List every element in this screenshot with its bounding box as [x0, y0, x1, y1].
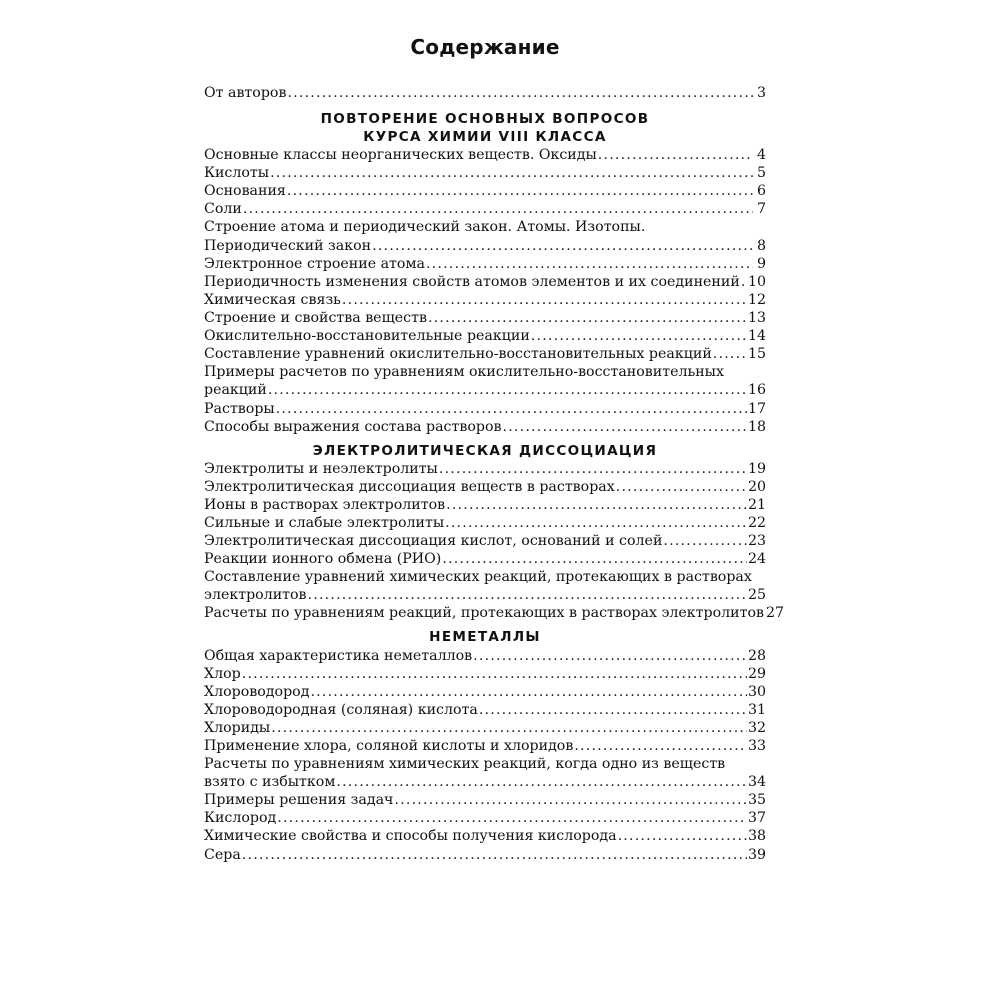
- toc-entry[interactable]: [204, 791, 766, 809]
- dot-leader: [445, 514, 747, 532]
- dot-leader: [342, 291, 747, 309]
- dot-leader: [428, 309, 747, 327]
- toc-entry[interactable]: [204, 532, 766, 550]
- toc-entry[interactable]: [204, 719, 766, 737]
- toc-page-number: 34: [747, 774, 766, 791]
- toc-entry[interactable]: [204, 84, 766, 102]
- dot-leader: [243, 200, 753, 218]
- toc-page-number: 14: [747, 328, 766, 345]
- dot-leader: [446, 496, 747, 514]
- section-heading: ПОВТОРЕНИЕ ОСНОВНЫХ ВОПРОСОВ: [320, 111, 650, 128]
- dot-leader: [287, 84, 753, 102]
- toc-entry-title: Растворы: [204, 400, 275, 417]
- toc-page-number: 24: [747, 551, 766, 568]
- toc-entry-line-1: Расчеты по уравнениям химических реакций, когда одно из веществ: [204, 756, 726, 772]
- toc-page-number: 13: [747, 310, 766, 327]
- toc-entry-title: От авторов: [204, 85, 287, 102]
- toc-page-number: 5: [756, 165, 766, 182]
- page-title: Содержание: [410, 35, 560, 59]
- toc-page-number: 33: [747, 738, 766, 754]
- toc-entry-title: Периодичность изменения свойств атомов элементов и их соединений: [204, 273, 740, 290]
- dot-leader: [268, 381, 747, 399]
- toc-page-number: 8: [756, 237, 766, 254]
- toc-entry-title: Электролиты и неэлектролиты: [204, 460, 438, 477]
- toc-entry-title: Соли: [204, 201, 242, 218]
- toc-entry-title: электролитов: [204, 587, 307, 604]
- toc-entry-title: Примеры решения задач: [204, 792, 394, 809]
- toc-entry[interactable]: [204, 399, 766, 417]
- dot-leader: [270, 164, 753, 182]
- toc-page-number: 12: [747, 291, 766, 308]
- dot-leader: [439, 460, 747, 478]
- toc-entry-title: Реакции ионного обмена (РИО): [204, 551, 442, 568]
- section-heading: ЭЛЕКТРОЛИТИЧЕСКАЯ ДИССОЦИАЦИЯ: [312, 442, 658, 459]
- toc-entry-title: Способы выражения состава растворов: [204, 418, 502, 435]
- toc-page-number: 18: [747, 418, 766, 435]
- toc-entry[interactable]: [204, 200, 766, 218]
- toc-entry-title: реакций: [204, 382, 267, 399]
- toc-page-number: 38: [747, 828, 766, 845]
- toc-section: [204, 442, 785, 623]
- dot-leader: [372, 237, 753, 255]
- toc-page-number: 35: [747, 792, 766, 809]
- dot-leader: [276, 400, 747, 418]
- toc-entry-title: Основные классы неорганических веществ. Оксиды: [204, 147, 597, 164]
- toc-entry-title: Хлор: [204, 665, 241, 682]
- toc-entry-title: Электролитическая диссоциация веществ в растворах: [204, 478, 615, 495]
- toc-page-number: 31: [747, 701, 766, 718]
- toc-page-number: 9: [756, 255, 766, 272]
- dot-leader: [574, 737, 747, 755]
- toc-entry-title: Хлориды: [204, 719, 271, 736]
- dot-leader: [663, 532, 747, 550]
- toc-page-number: 30: [747, 683, 766, 700]
- toc-entry[interactable]: [204, 646, 766, 664]
- toc-page-number: 37: [747, 810, 766, 827]
- dot-leader: [242, 846, 747, 864]
- toc-entry[interactable]: [204, 827, 766, 845]
- dot-leader: [618, 827, 747, 845]
- toc-page-number: 39: [747, 846, 766, 863]
- dot-leader: [713, 345, 747, 363]
- toc-page-number: 25: [747, 587, 766, 604]
- table-of-contents: [204, 34, 785, 864]
- toc-page-number: 27: [766, 605, 785, 622]
- dot-leader: [336, 773, 747, 791]
- toc-entry-title: Хлороводородная (соляная) кислота: [204, 701, 478, 718]
- toc-page-number: 16: [747, 382, 766, 399]
- dot-leader: [310, 683, 746, 701]
- toc-page-number: 23: [747, 533, 766, 550]
- toc-entry[interactable]: [204, 737, 766, 755]
- dot-leader: [616, 478, 747, 496]
- toc-entry[interactable]: [204, 273, 766, 291]
- dot-leader: [473, 647, 747, 665]
- toc-entry[interactable]: [204, 773, 766, 791]
- toc-entry-title: Химическая связь: [204, 291, 341, 308]
- dot-leader: [598, 146, 753, 164]
- toc-entry[interactable]: [204, 255, 766, 273]
- toc-entry[interactable]: [204, 164, 766, 182]
- toc-entry-title: Ионы в растворах электролитов: [204, 496, 446, 513]
- toc-entry-title: Общая характеристика неметаллов: [204, 647, 473, 664]
- toc-page-number: 4: [756, 147, 766, 164]
- toc-page-number: 10: [747, 273, 766, 290]
- dot-leader: [503, 418, 747, 436]
- toc-page-number: 22: [747, 514, 766, 531]
- toc-entry-title: Строение и свойства веществ: [204, 310, 427, 327]
- toc-entry-title: Окислительно-восстановительные реакции: [204, 328, 530, 345]
- toc-entry[interactable]: [204, 550, 766, 568]
- toc-entry[interactable]: [204, 237, 766, 255]
- dot-leader: [308, 586, 747, 604]
- toc-entry[interactable]: [204, 146, 766, 164]
- toc-page-number: 28: [747, 647, 766, 664]
- toc-entry-title: Основания: [204, 183, 286, 200]
- toc-entry-title: Электролитическая диссоциация кислот, оснований и солей: [204, 533, 663, 550]
- toc-page-number: 7: [756, 201, 766, 218]
- toc-entry[interactable]: [204, 586, 766, 604]
- toc-entry[interactable]: [204, 478, 766, 496]
- toc-entry[interactable]: [204, 345, 766, 363]
- toc-entry-title: Сильные и слабые электролиты: [204, 514, 445, 531]
- toc-page-number: 15: [747, 346, 766, 363]
- dot-leader: [287, 182, 753, 200]
- toc-sections: [204, 110, 785, 863]
- toc-entry-title: Кислород: [204, 810, 277, 827]
- dot-leader: [479, 701, 747, 719]
- toc-entry[interactable]: [204, 809, 766, 827]
- toc-entry[interactable]: [204, 460, 766, 478]
- toc-entry-line-1: Составление уравнений химических реакций, протекающих в растворах: [204, 569, 752, 586]
- section-heading: НЕМЕТАЛЛЫ: [429, 629, 541, 646]
- toc-page-number: 32: [747, 719, 766, 736]
- toc-entry[interactable]: [204, 514, 766, 532]
- dot-leader: [531, 327, 747, 345]
- toc-entry[interactable]: [204, 845, 766, 863]
- toc-entry[interactable]: [204, 381, 766, 399]
- toc-entry-line-1: Примеры расчетов по уравнениям окислительно-восстановительных: [204, 364, 724, 381]
- dot-leader: [271, 719, 747, 737]
- toc-page-number: 29: [747, 665, 766, 682]
- toc-entry-title: Химические свойства и способы получения кислорода: [204, 828, 617, 845]
- toc-entry-title: Применение хлора, соляной кислоты и хлоридов: [204, 738, 574, 754]
- toc-entry[interactable]: [204, 182, 766, 200]
- toc-section: [204, 628, 766, 863]
- toc-entry[interactable]: [204, 418, 766, 436]
- dot-leader: [426, 255, 753, 273]
- dot-leader: [242, 665, 747, 683]
- dot-leader: [741, 273, 747, 291]
- toc-entry-line-1: Строение атома и периодический закон. Атомы. Изотопы.: [204, 219, 646, 236]
- toc-page-number: 21: [747, 496, 766, 513]
- toc-section: [204, 110, 766, 436]
- toc-entry-title: Кислоты: [204, 165, 270, 182]
- toc-intro: [204, 84, 766, 102]
- toc-entry-title: Хлороводород: [204, 683, 310, 700]
- toc-entry[interactable]: [204, 683, 766, 701]
- toc-page-number: 19: [747, 460, 766, 477]
- toc-entry-title: взято с избытком: [204, 774, 336, 791]
- toc-entry[interactable]: [204, 604, 785, 622]
- toc-page-number: 17: [747, 400, 766, 417]
- toc-entry[interactable]: [204, 665, 766, 683]
- toc-entry-title: Сера: [204, 846, 241, 863]
- toc-entry[interactable]: [204, 291, 766, 309]
- toc-page-number: 3: [756, 85, 766, 102]
- toc-entry-title: Периодический закон: [204, 237, 372, 254]
- toc-entry[interactable]: [204, 496, 766, 514]
- dot-leader: [394, 791, 747, 809]
- section-heading: КУРСА ХИМИИ VIII КЛАССА: [363, 129, 607, 146]
- dot-leader: [442, 550, 747, 568]
- toc-page-number: 20: [747, 478, 766, 495]
- toc-entry-title: Расчеты по уравнениям реакций, протекающих в растворах электролитов: [204, 605, 764, 622]
- toc-entry-title: Электронное строение атома: [204, 255, 425, 272]
- toc-page-number: 6: [756, 183, 766, 200]
- toc-entry[interactable]: [204, 309, 766, 327]
- toc-entry[interactable]: [204, 701, 766, 719]
- toc-entry-title: Составление уравнений окислительно-восстановительных реакций: [204, 346, 712, 363]
- toc-entry[interactable]: [204, 327, 766, 345]
- dot-leader: [277, 809, 747, 827]
